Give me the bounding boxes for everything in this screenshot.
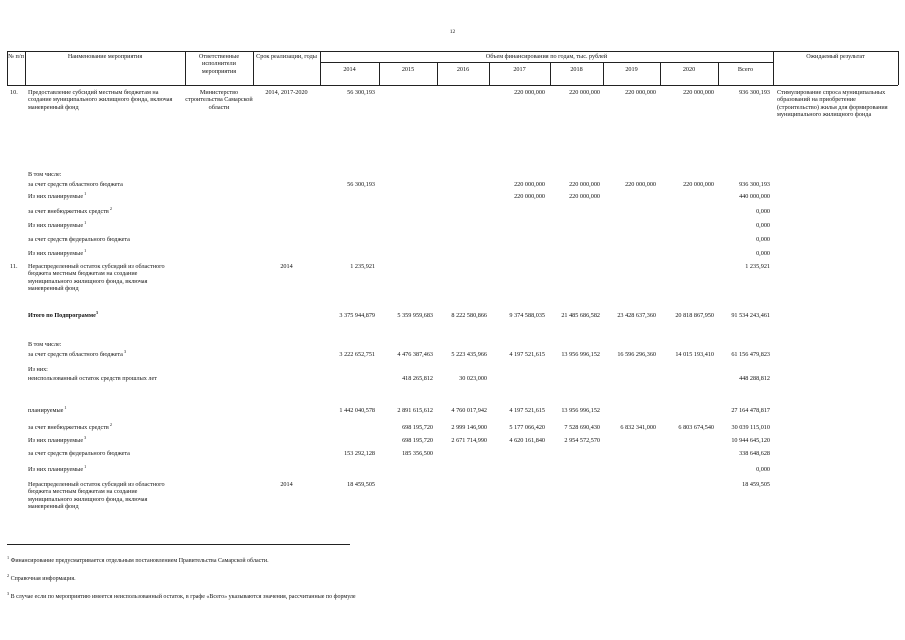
value-cell: 13 956 996,152 [561,407,600,414]
row-label: за счет средств областного бюджета [28,181,123,188]
expected-result: Стимулирование спроса муниципальных образований на приобретение (строительство) жилья для формирования муниципального жилищного фонда [777,89,888,119]
value-cell: 220 000,000 [569,181,600,188]
value-cell: 18 459,505 [347,481,375,488]
value-cell: 56 300,193 [347,181,375,188]
header-bottom-border [7,85,898,86]
footnote: $^1$ Финансирование предусматривается отдельным постановлением Правительства Самарской области. [7,555,269,564]
total-label: Итого по Подпрограмме$^3$ [28,309,98,319]
value-cell: 220 000,000 [514,181,545,188]
event-name: Нераспределенный остаток субсидий из областного бюджета местным бюджетам на создание муниципального жилищного фонда, включая маневренный фонд [28,263,165,293]
implementation-period: 2014, 2017-2020 [265,89,308,96]
header-year: 2019 [625,66,638,73]
value-cell: 5 177 066,420 [509,424,545,431]
value-cell: 3 375 944,879 [339,312,375,319]
row-label: планируемые $^1$ [28,404,67,414]
value-cell: 220 000,000 [514,89,545,96]
value-cell: 27 164 478,817 [731,407,770,414]
value-cell: 698 195,720 [402,437,433,444]
row-label: Из них планируемые $^1$ [28,247,87,257]
value-cell: 418 265,812 [402,375,433,382]
header-year: 2015 [401,66,415,73]
value-cell: 220 000,000 [683,181,714,188]
row-label: Из них планируемые $^3$ [28,434,87,444]
row-label: В том числе: [28,171,62,178]
value-cell: 0,000 [756,250,770,257]
value-cell: 338 648,628 [739,450,770,457]
footnote: $^2$ Справочная информация. [7,573,76,582]
value-cell: 1 235,921 [745,263,770,270]
value-cell: 2 891 615,612 [397,407,433,414]
header-year: 2018 [570,66,583,73]
row-label: Из них планируемые $^1$ [28,463,87,473]
value-cell: 91 534 243,461 [731,312,770,319]
header-year: 2014 [343,66,356,73]
row-label: за счет внебюджетных средств $^2$ [28,205,112,215]
row-label: за счет внебюджетных средств $^2$ [28,421,112,431]
value-cell: 2 671 714,990 [451,437,487,444]
value-cell: 56 300,193 [347,89,375,96]
value-cell: 448 288,812 [739,375,770,382]
row-label: за счет средств федерального бюджета [28,236,130,243]
value-cell: 4 760 017,942 [451,407,487,414]
row-label: В том числе: [28,341,62,348]
value-cell: 5 359 959,683 [397,312,433,319]
value-cell: 16 596 296,360 [617,351,656,358]
header-funding: Объем финансирования по годам, тыс. рублей [485,53,608,60]
row-label: неиспользованный остаток средств прошлых лет [28,375,157,382]
header-period: Срок реализации, годы [256,53,317,60]
value-cell: 2 954 572,570 [564,437,600,444]
header-year: 2020 [682,66,696,73]
value-cell: 220 000,000 [625,181,656,188]
value-cell: 9 374 588,035 [509,312,545,319]
responsible-executor: Министерство строительства Самарской области [185,89,253,111]
value-cell: 5 223 435,966 [451,351,487,358]
years-divider [320,62,773,63]
row-label: за счет средств областного бюджета $^3$ [28,348,127,358]
row-label: за счет средств федерального бюджета [28,450,130,457]
value-cell: 4 197 521,615 [509,351,545,358]
row-label: Из них планируемые $^1$ [28,219,87,229]
value-cell: 220 000,000 [625,89,656,96]
header-event: Наименование мероприятия [67,53,143,60]
value-cell: 14 015 193,410 [675,351,714,358]
value-cell: 2 999 146,900 [451,424,487,431]
value-cell: 23 428 637,360 [617,312,656,319]
header-responsible: Ответственные исполнители мероприятия [198,53,240,75]
page-number: 12 [449,29,456,35]
value-cell: 61 156 479,823 [731,351,770,358]
value-cell: 220 000,000 [569,89,600,96]
footnote-separator [7,544,350,545]
value-cell: 153 292,128 [344,450,375,457]
value-cell: 7 528 690,430 [564,424,600,431]
value-cell: 21 485 686,582 [561,312,600,319]
header-number: № п/п [8,53,24,60]
value-cell: 0,000 [756,466,770,473]
value-cell: 10 944 645,120 [731,437,770,444]
value-cell: 20 818 867,950 [675,312,714,319]
value-cell: 185 356,500 [402,450,433,457]
value-cell: 220 000,000 [683,89,714,96]
value-cell: 30 023,000 [459,375,487,382]
header-year: 2016 [456,66,470,73]
row-number: 11. [10,263,18,270]
undistributed-remainder-label: Нераспределенный остаток субсидий из областного бюджета местным бюджетам на создание муниципального жилищного фонда, включая маневренный фонд [28,481,165,511]
implementation-period: 2014 [280,481,293,488]
value-cell: 0,000 [756,222,770,229]
value-cell: 6 803 674,540 [678,424,714,431]
value-cell: 1 235,921 [350,263,375,270]
value-cell: 936 300,193 [739,181,770,188]
row-label: Из них: [28,366,48,373]
value-cell: 18 459,505 [742,481,770,488]
row-label: Из них планируемые $^1$ [28,190,87,200]
row-number: 10. [10,89,18,96]
value-cell: 220 000,000 [514,193,545,200]
footnote: $^3$ В случае если по мероприятию имеется неиспользованный остаток, в графе «Всего» указываются значения, рассчитанные по формуле [7,591,356,600]
value-cell: 30 039 115,010 [731,424,770,431]
header-year: Всего [737,66,754,73]
value-cell: 6 832 341,000 [620,424,656,431]
value-cell: 3 222 652,751 [339,351,375,358]
value-cell: 936 300,193 [739,89,770,96]
value-cell: 13 956 996,152 [561,351,600,358]
event-name: Предоставление субсидий местным бюджетам на создание муниципального жилищного фонда, включая маневренный фонд [28,89,173,111]
table-top-border [7,51,898,52]
header-year: 2017 [513,66,526,73]
value-cell: 0,000 [756,236,770,243]
value-cell: 220 000,000 [569,193,600,200]
value-cell: 698 195,720 [402,424,433,431]
value-cell: 4 197 521,615 [509,407,545,414]
value-cell: 4 476 387,463 [397,351,433,358]
header-result: Ожидаемый результат [806,53,865,60]
value-cell: 4 620 161,840 [509,437,545,444]
value-cell: 0,000 [756,208,770,215]
implementation-period: 2014 [280,263,293,270]
value-cell: 440 000,000 [739,193,770,200]
value-cell: 8 222 580,866 [451,312,487,319]
value-cell: 1 442 040,578 [339,407,375,414]
